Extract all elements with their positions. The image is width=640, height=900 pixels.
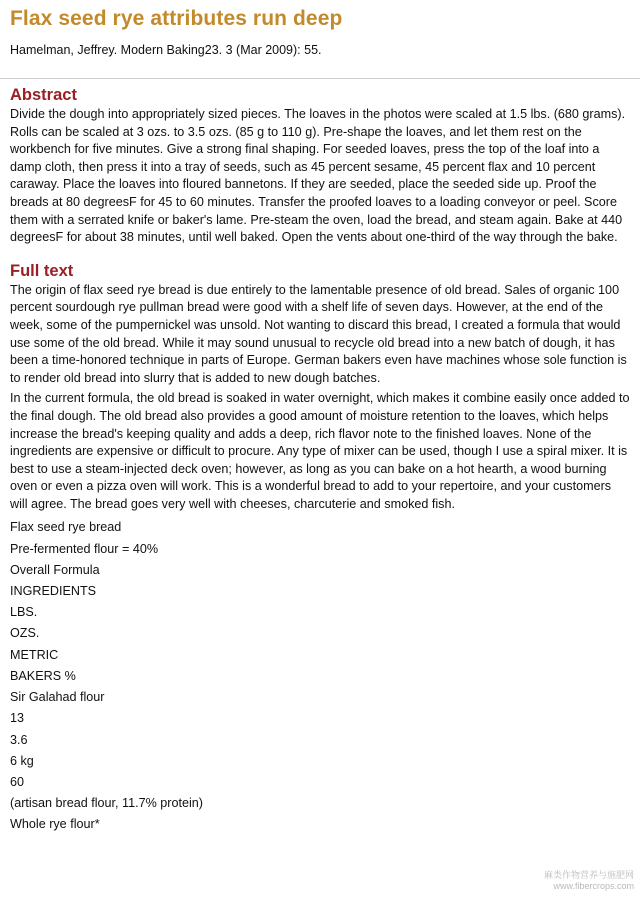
watermark	[544, 870, 634, 892]
formula-line: 3.6	[10, 732, 28, 747]
watermark-site-name: 麻类作物营养与施肥网	[543, 870, 634, 880]
formula-line: BAKERS %	[10, 668, 76, 683]
abstract-heading: Abstract	[10, 86, 77, 104]
full-text-paragraph: In the current formula, the old bread is soaked in water overnight, which makes it combine easily once added to the final dough. The old bread also provides a good amount of moisture retention to the loaves, which helps increase the bread's keeping quality and adds a deep, rich flavor note to the finished loaves. None of the ingredients are expensive or difficult to procure. Any type of mixer can be used, though I use a spiral mixer. It is best to use a steam-injected deck oven; however, as long as you can bake on a hot hearth, a wood burning oven or even a pizza oven will work. This is a wonderful bread to add to your repertoire, and your customers will agree. The bread goes very well with cheeses, charcuterie and smoked fish.	[10, 391, 630, 511]
full-text-paragraph: The origin of flax seed rye bread is due entirely to the lamentable presence of old bread. Sales of organic 100 percent sourdough rye pullman bread were good with a shelf life of seven days. However, at the end of the week, some of the pumpernickel was unsold. Not wanting to discard this bread, I created a formula that would use some of the old bread. While it may sound unusual to recycle old bread into a new batch of dough, it has been a time-honored technique in parts of Europe. German bakers even have machines whose sole function is to render old bread into slurry that is added to new dough batches.	[10, 282, 627, 385]
formula-line: METRIC	[10, 647, 59, 662]
article-title: Flax seed rye attributes run deep	[10, 7, 343, 30]
section-divider	[0, 78, 640, 79]
formula-line: INGREDIENTS	[10, 584, 97, 599]
formula-line: (artisan bread flour, 11.7% protein)	[10, 796, 203, 811]
abstract-section	[10, 85, 630, 247]
formula-line: OZS.	[10, 626, 40, 641]
citation: Hamelman, Jeffrey. Modern Baking23. 3 (Mar 2009): 55.	[10, 43, 322, 57]
formula-line: 6 kg	[10, 753, 34, 768]
formula-line: Pre-fermented flour = 40%	[10, 541, 159, 556]
formula-line: 60	[10, 774, 25, 789]
formula-lines	[10, 517, 630, 835]
formula-line: 13	[10, 711, 25, 726]
abstract-text: Divide the dough into appropriately sized pieces. The loaves in the photos were scaled at 1.5 lbs. (680 grams). Rolls can be scaled at 3 ozs. to 3.5 ozs. (85 g to 110 g). Pre-shape the loaves, and let them rest on the workbench for five minutes. Give a strong final shaping. For seeded loaves, press the top of the loaf into a damp cloth, then press it into a tray of seeds, such as 45 percent sesame, 45 percent flax and 10 percent caraway. Place the loaves into floured bannetons. If they are seeded, place the seeded side up. Proof the breads at 80 degreesF for 45 to 60 minutes. Transfer the proofed loaves to a loading conveyor or peel. Score them with a serrated knife or baker's lame. Pre-steam the oven, load the bread, and steam again. Bake at 440 degreesF for about 38 minutes, until well baked. Open the vents about one-third of the way through the bake.	[10, 107, 626, 245]
formula-line: Flax seed rye bread	[10, 520, 122, 535]
formula-line: Whole rye flour*	[10, 817, 100, 832]
full-text-heading: Full text	[10, 261, 74, 280]
formula-line: LBS.	[10, 605, 38, 620]
watermark-url: www.fibercrops.com	[553, 881, 634, 891]
formula-line: Overall Formula	[10, 562, 100, 577]
full-text-section	[10, 261, 630, 836]
formula-line: Sir Galahad flour	[10, 690, 105, 705]
